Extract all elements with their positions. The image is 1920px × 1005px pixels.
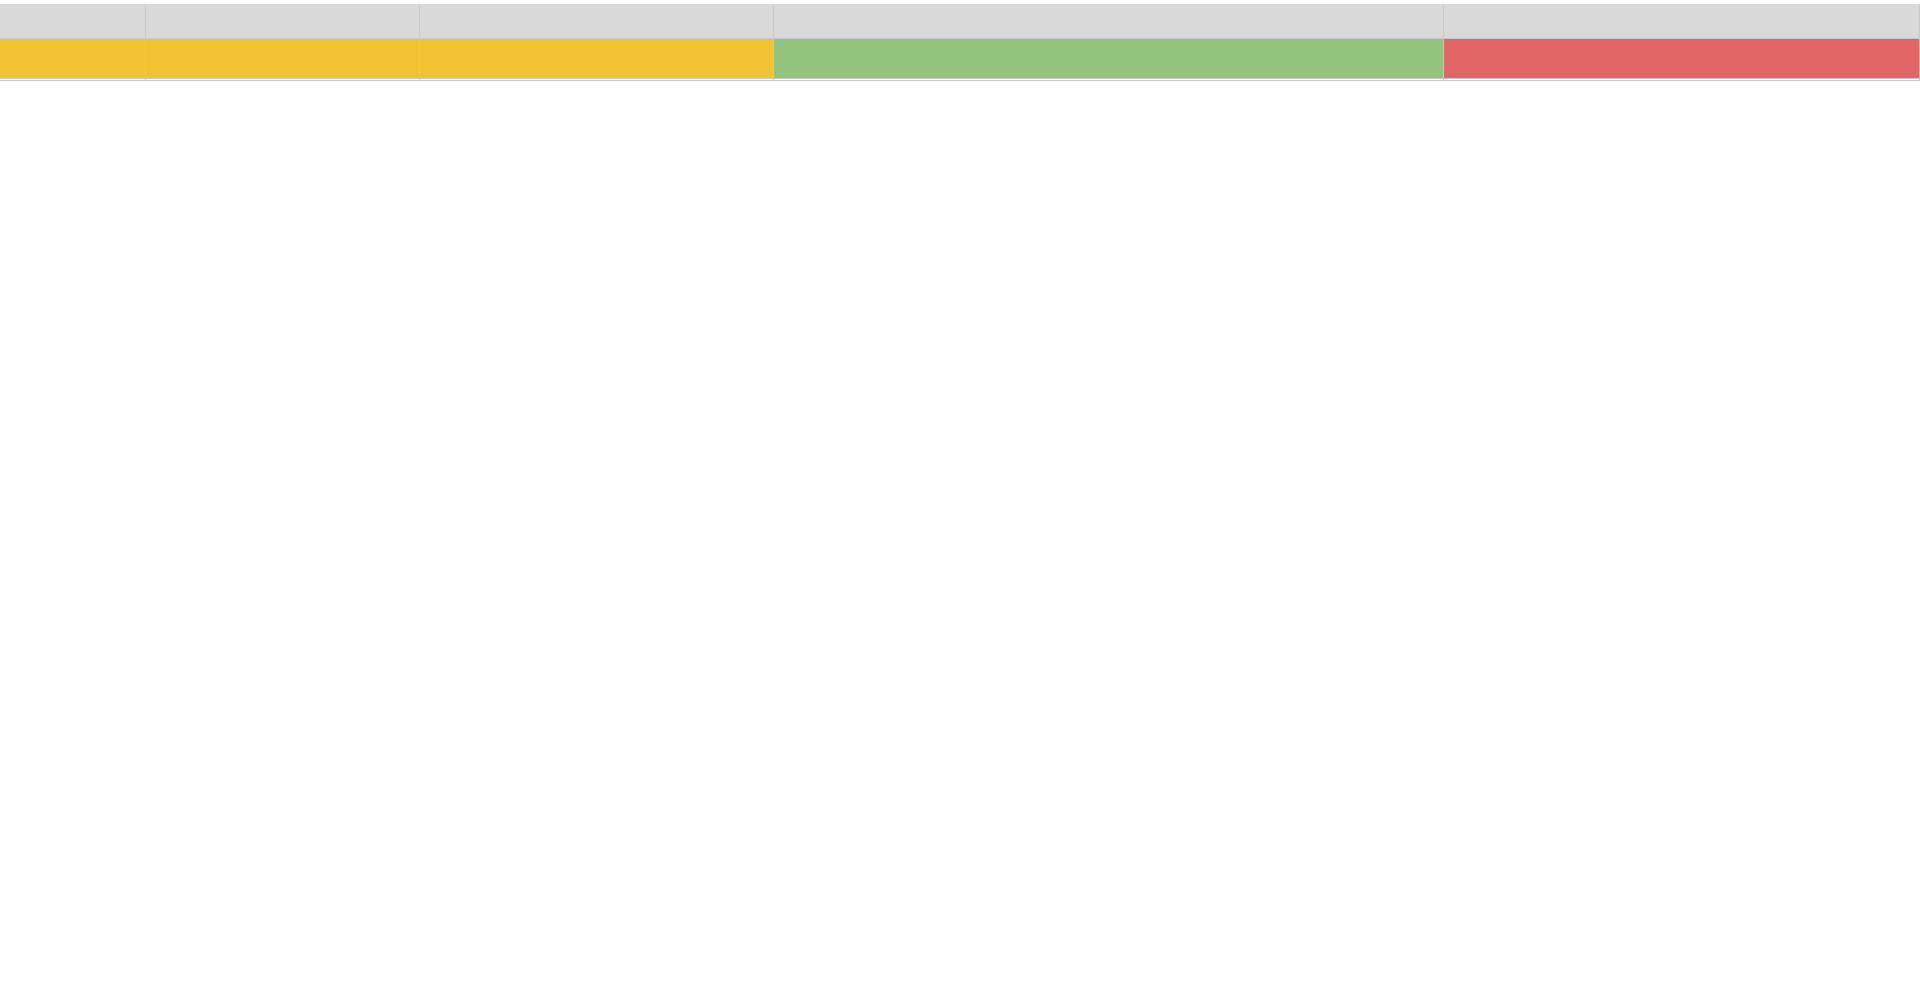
gap-cell bbox=[0, 79, 146, 81]
sheet-title-cell[interactable] bbox=[774, 4, 1444, 39]
header-location[interactable] bbox=[0, 39, 146, 79]
title-cell-page[interactable] bbox=[146, 4, 420, 39]
gap-cell bbox=[146, 79, 420, 81]
title-cell-comments[interactable] bbox=[1444, 4, 1920, 39]
header-row bbox=[0, 39, 1920, 79]
gap-cell bbox=[774, 79, 1444, 81]
header-url[interactable] bbox=[420, 39, 774, 79]
title-row bbox=[0, 4, 1920, 39]
title-cell-location[interactable] bbox=[0, 4, 146, 39]
header-page[interactable] bbox=[146, 39, 420, 79]
gap-cell bbox=[1444, 79, 1920, 81]
gap-row bbox=[0, 79, 1920, 81]
gap-cell bbox=[420, 79, 774, 81]
header-comments[interactable] bbox=[1444, 39, 1920, 79]
title-cell-url[interactable] bbox=[420, 4, 774, 39]
header-description[interactable] bbox=[774, 39, 1444, 79]
